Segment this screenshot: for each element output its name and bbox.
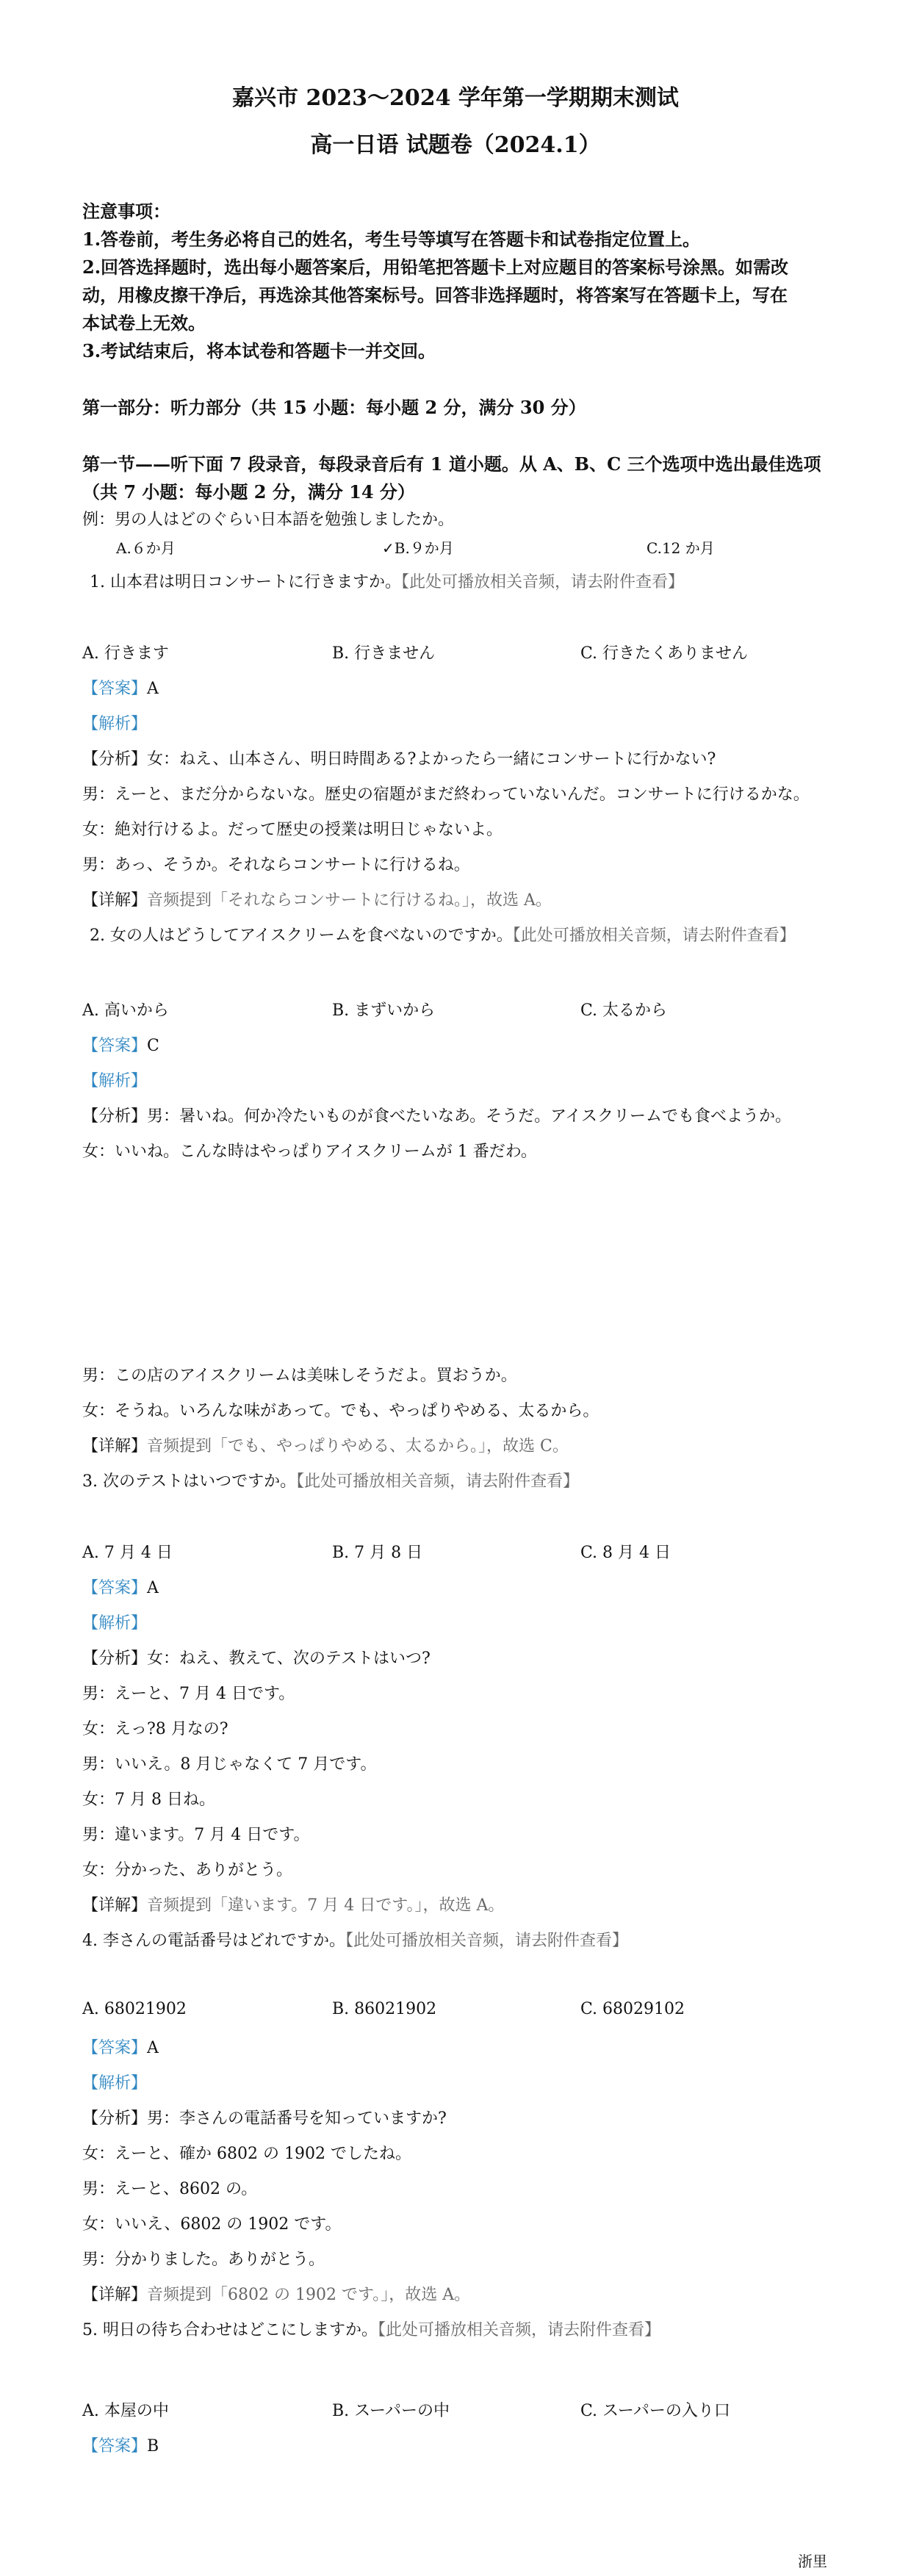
fenxi-label: 【分析】 [82, 2109, 148, 2128]
q4-dialog-3: 男：えーと、8602 の。 [82, 2180, 258, 2198]
q3-answer: 【答案】A [82, 1579, 159, 1597]
q4-option-a: A. 68021902 [82, 2000, 187, 2018]
part1-heading: 第一部分：听力部分（共 15 小题：每小题 2 分，满分 30 分） [82, 397, 586, 418]
q1-dialog-3: 女：絶対行けるよ。だって歴史の授業は明日じゃないよ。 [82, 821, 503, 839]
detail-label: 【详解】 [82, 1437, 148, 1456]
q3-dialog-7: 女：分かった、ありがとう。 [82, 1861, 293, 1879]
q2-dialog-2: 女：いいね。こんな時はやっぱりアイスクリームが 1 番だわ。 [82, 1143, 537, 1161]
q1-option-a: A. 行きます [82, 644, 169, 663]
fenxi-label: 【分析】 [82, 1107, 148, 1126]
q4-dialog-4: 女：いいえ、6802 の 1902 です。 [82, 2215, 342, 2234]
notice-item-2-line-1: 2.回答选择题时，选出每小题答案后，用铅笔把答题卡上对应题目的答案标号涂黑。如需改 [82, 256, 789, 278]
example-option-a: A.６か月 [116, 539, 176, 557]
fenxi-label: 【分析】 [82, 1649, 148, 1668]
answer-label: 【答案】 [82, 1579, 148, 1597]
q1-dialog-2: 男：えーと、まだ分からないな。歴史の宿題がまだ終わっていないんだ。コンサートに行けるかな。 [82, 785, 810, 804]
example-option-c: C.12 か月 [647, 539, 715, 557]
q4-option-c: C. 68029102 [580, 2000, 685, 2018]
q2-answer: 【答案】C [82, 1037, 159, 1055]
q4-dialog-5: 男：分かりました。ありがとう。 [82, 2251, 325, 2269]
q2-audio-note: 【此处可播放相关音频，请去附件查看】 [512, 927, 796, 945]
q1-question: 1. 山本君は明日コンサートに行きますか。【此处可播放相关音频，请去附件查看】 [90, 573, 685, 591]
q1-detail: 【详解】音频提到「それならコンサートに行けるね。」，故选 A。 [82, 891, 552, 910]
q3-question: 3. 次のテストはいつですか。【此处可播放相关音频，请去附件查看】 [82, 1472, 580, 1491]
q2-detail: 【详解】音频提到「でも、やっぱりやめる、太るから。」，故选 C。 [82, 1437, 569, 1456]
notice-item-2-line-2: 动，用橡皮擦干净后，再选涂其他答案标号。回答非选择题时，将答案写在答题卡上，写在 [82, 284, 788, 306]
q3-dialog-6: 男：違います。7 月 4 日です。 [82, 1826, 310, 1844]
example-option-b: ✓B.９か月 [382, 539, 454, 557]
notice-item-3: 3.考试结束后，将本试卷和答题卡一并交回。 [82, 340, 436, 361]
section1-instruction-line-1: 第一节——听下面 7 段录音，每段录音后有 1 道小题。从 A、B、C 三个选项中选出最佳选项 [82, 453, 821, 475]
q5-option-a: A. 本屋の中 [82, 2402, 169, 2420]
page-subtitle: 高一日语 试题卷（2024.1） [310, 132, 601, 158]
q4-question: 4. 李さんの電話番号はどれですか。【此处可播放相关音频，请去附件查看】 [82, 1932, 629, 1950]
detail-label: 【详解】 [82, 2286, 148, 2304]
q3-audio-note: 【此处可播放相关音频，请去附件查看】 [296, 1472, 580, 1491]
answer-label: 【答案】 [82, 2437, 148, 2456]
q4-audio-note: 【此处可播放相关音频，请去附件查看】 [345, 1932, 629, 1950]
q5-audio-note: 【此处可播放相关音频，请去附件查看】 [378, 2321, 661, 2339]
q2-dialog-1: 【分析】男：暑いね。何か冷たいものが食べたいなあ。そうだ。アイスクリームでも食べようか。 [82, 1107, 791, 1126]
q1-dialog-4: 男：あっ、そうか。それならコンサートに行けるね。 [82, 856, 470, 874]
answer-label: 【答案】 [82, 1037, 148, 1055]
page-title: 嘉兴市 2023～2024 学年第一学期期末测试 [232, 85, 679, 111]
answer-label: 【答案】 [82, 680, 148, 698]
answer-label: 【答案】 [82, 2039, 148, 2057]
q2-dialog-3: 男：この店のアイスクリームは美味しそうだよ。買おうか。 [82, 1367, 517, 1385]
q4-detail: 【详解】音频提到「6802 の 1902 です。」，故选 A。 [82, 2286, 471, 2304]
q5-question: 5. 明日の待ち合わせはどこにしますか。【此处可播放相关音频，请去附件查看】 [82, 2321, 661, 2339]
q4-answer: 【答案】A [82, 2039, 159, 2057]
q2-dialog-4: 女：そうね。いろんな味があって。でも、やっぱりやめる、太るから。 [82, 1402, 599, 1420]
q3-option-a: A. 7 月 4 日 [82, 1544, 173, 1562]
footer-text: 浙里 [798, 2552, 827, 2570]
q3-dialog-5: 女：7 月 8 日ね。 [82, 1791, 215, 1809]
q1-answer: 【答案】A [82, 680, 159, 698]
q5-option-c: C. スーパーの入り口 [580, 2402, 730, 2420]
q4-dialog-1: 【分析】男：李さんの電話番号を知っていますか? [82, 2109, 447, 2128]
section1-instruction-line-2: （共 7 小题：每小题 2 分，满分 14 分） [82, 481, 415, 503]
q1-option-b: B. 行きません [332, 644, 436, 663]
q3-dialog-2: 男：えーと、7 月 4 日です。 [82, 1685, 295, 1703]
q3-dialog-4: 男：いいえ。8 月じゃなくて 7 月です。 [82, 1755, 377, 1774]
q1-audio-note: 【此处可播放相关音频，请去附件查看】 [401, 573, 685, 591]
notice-item-2-line-3: 本试卷上无效。 [82, 312, 206, 334]
q2-question: 2. 女の人はどうしてアイスクリームを食べないのですか。【此处可播放相关音频，请去附件查看】 [90, 927, 796, 945]
q4-dialog-2: 女：えーと、確か 6802 の 1902 でしたね。 [82, 2145, 411, 2163]
notice-item-1: 1.答卷前，考生务必将自己的姓名，考生号等填写在答题卡和试卷指定位置上。 [82, 229, 701, 250]
q3-detail: 【详解】音频提到「違います。7 月 4 日です。」，故选 A。 [82, 1896, 505, 1915]
q3-option-b: B. 7 月 8 日 [332, 1544, 423, 1562]
q2-analysis-label: 【解析】 [82, 1072, 148, 1090]
q4-option-b: B. 86021902 [332, 2000, 437, 2018]
example-question: 例：男の人はどのぐらい日本語を勉強しましたか。 [82, 511, 455, 529]
q4-analysis-label: 【解析】 [82, 2074, 148, 2093]
q5-option-b: B. スーパーの中 [332, 2402, 450, 2420]
q2-option-b: B. まずいから [332, 1001, 436, 1020]
q1-dialog-1: 【分析】女：ねえ、山本さん、明日時間ある?よかったら一緒にコンサートに行かない? [82, 750, 716, 769]
q3-option-c: C. 8 月 4 日 [580, 1544, 671, 1562]
detail-label: 【详解】 [82, 1896, 148, 1915]
detail-label: 【详解】 [82, 891, 148, 910]
q3-dialog-3: 女：えっ?8 月なの? [82, 1720, 228, 1738]
fenxi-label: 【分析】 [82, 750, 148, 769]
q5-answer: 【答案】B [82, 2437, 159, 2456]
q3-analysis-label: 【解析】 [82, 1614, 148, 1633]
q2-option-a: A. 高いから [82, 1001, 169, 1020]
notice-heading: 注意事项： [82, 201, 170, 222]
q2-option-c: C. 太るから [580, 1001, 668, 1020]
q3-dialog-1: 【分析】女：ねえ、教えて、次のテストはいつ? [82, 1649, 431, 1668]
q1-option-c: C. 行きたくありません [580, 644, 749, 663]
q1-analysis-label: 【解析】 [82, 715, 148, 733]
